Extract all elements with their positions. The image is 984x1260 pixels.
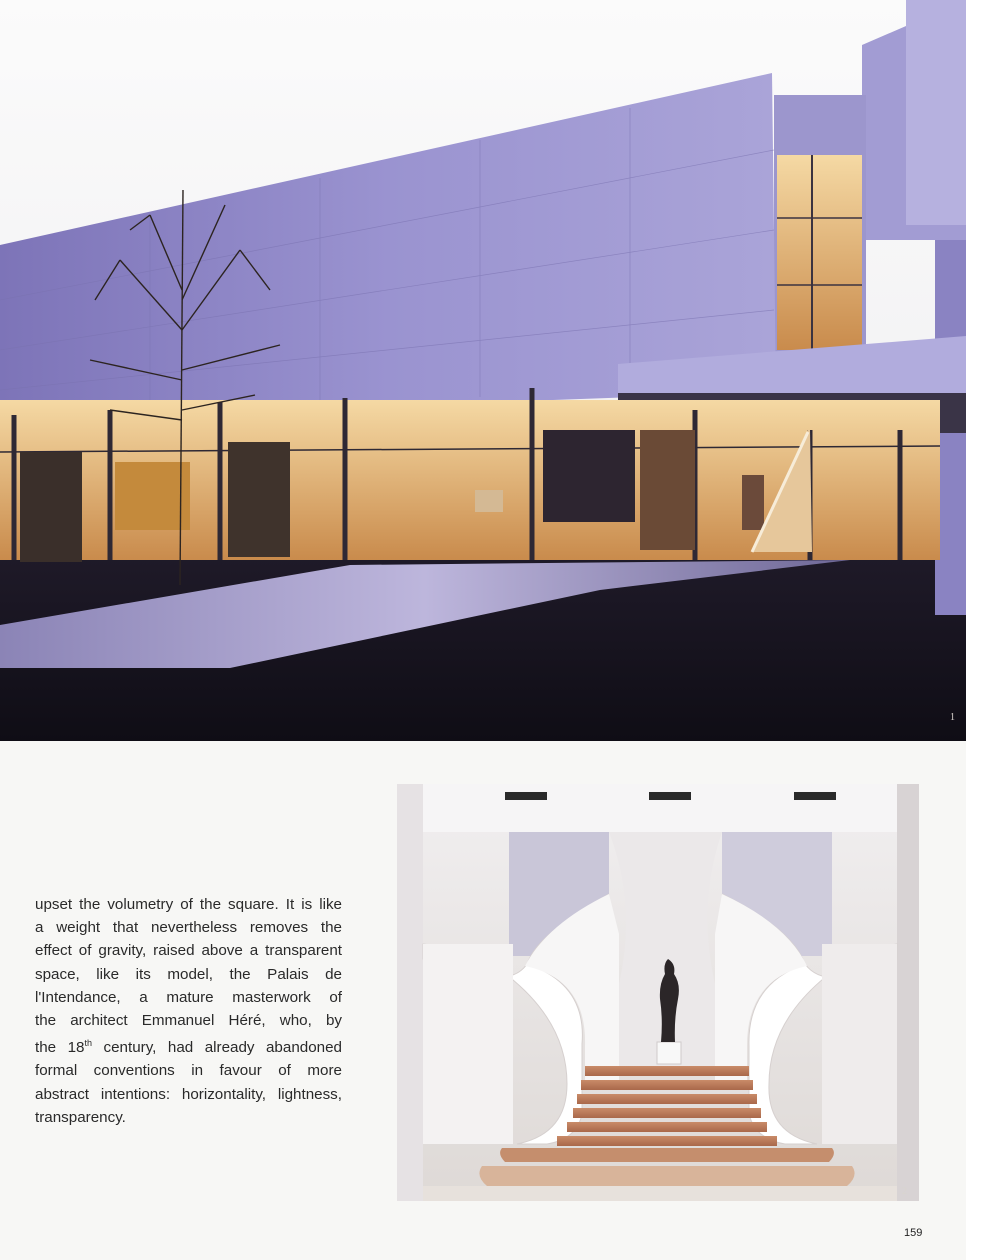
text-line: space, like its model, the Palais de — [35, 965, 342, 983]
page-margin — [966, 0, 984, 1260]
text-line: transparency. — [35, 1108, 126, 1126]
text-line: upset the volumetry of the square. It is like — [35, 896, 342, 913]
text-line: formal conventions in favour of more — [35, 1062, 342, 1080]
body-paragraph — [35, 893, 342, 1129]
page-number: 159 — [904, 1227, 923, 1239]
figure-number: 2 — [902, 1186, 907, 1197]
ordinal-superscript: th — [84, 1038, 93, 1049]
text-line: abstract intentions: horizontality, lightness, — [35, 1085, 342, 1103]
text-fragment: the 18 — [35, 1039, 85, 1057]
text-line: l'Intendance, a mature masterwork of — [35, 988, 342, 1006]
text-line: effect of gravity, raised above a transparent — [35, 942, 342, 960]
text-line — [35, 1032, 342, 1059]
text-line: a weight that nevertheless removes the — [35, 919, 342, 937]
staircase-interior-photo — [397, 784, 919, 1201]
text-line: the architect Emmanuel Héré, who, by — [35, 1012, 342, 1030]
figure-number: 1 — [950, 712, 955, 723]
text-fragment: century, had already abandoned — [92, 1039, 342, 1057]
